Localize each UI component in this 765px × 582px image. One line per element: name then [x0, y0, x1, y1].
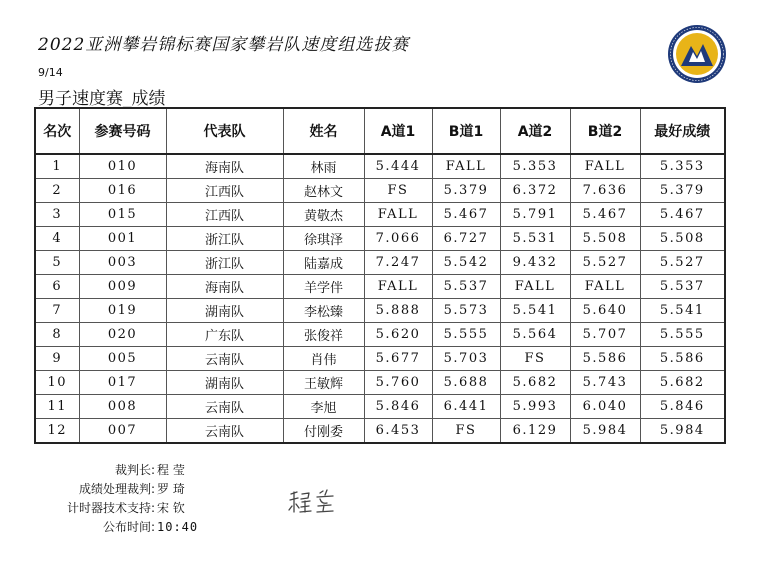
- table-cell: 001: [79, 227, 166, 251]
- table-cell: 海南队: [166, 154, 283, 179]
- column-header: A道2: [500, 108, 570, 154]
- table-cell: 5.984: [640, 419, 725, 444]
- table-cell: FALL: [570, 154, 640, 179]
- column-header: 姓名: [283, 108, 364, 154]
- table-cell: 019: [79, 299, 166, 323]
- table-cell: 5.984: [570, 419, 640, 444]
- table-cell: 11: [35, 395, 79, 419]
- table-cell: 017: [79, 371, 166, 395]
- table-cell: 5.620: [364, 323, 432, 347]
- table-cell: 6.441: [432, 395, 500, 419]
- table-cell: 5.555: [432, 323, 500, 347]
- column-header: 最好成绩: [640, 108, 725, 154]
- table-cell: 5.688: [432, 371, 500, 395]
- table-cell: 5.564: [500, 323, 570, 347]
- table-cell: 5.353: [500, 154, 570, 179]
- results-table: [34, 107, 726, 444]
- table-cell: 6.129: [500, 419, 570, 444]
- table-cell: 江西队: [166, 179, 283, 203]
- column-header: A道1: [364, 108, 432, 154]
- table-cell: 5.640: [570, 299, 640, 323]
- climbing-federation-logo-icon: [667, 24, 727, 84]
- table-cell: 5.743: [570, 371, 640, 395]
- timer-support-label: 计时器技术支持:: [66, 501, 155, 515]
- table-row: [35, 347, 725, 371]
- table-cell: 张俊祥: [283, 323, 364, 347]
- table-row: [35, 227, 725, 251]
- table-cell: 005: [79, 347, 166, 371]
- column-header: B道1: [432, 108, 500, 154]
- table-cell: 020: [79, 323, 166, 347]
- table-row: [35, 251, 725, 275]
- table-row: [35, 371, 725, 395]
- table-body: [35, 154, 725, 443]
- footer-labels: [0, 461, 155, 537]
- date-label: 9/14: [38, 66, 63, 79]
- table-cell: 湖南队: [166, 299, 283, 323]
- column-header: 名次: [35, 108, 79, 154]
- table-cell: 5.846: [364, 395, 432, 419]
- table-cell: 5.537: [432, 275, 500, 299]
- table-cell: FALL: [500, 275, 570, 299]
- table-cell: 5.541: [640, 299, 725, 323]
- table-cell: FALL: [570, 275, 640, 299]
- table-cell: 5.707: [570, 323, 640, 347]
- table-cell: 江西队: [166, 203, 283, 227]
- table-cell: 008: [79, 395, 166, 419]
- publish-time-value: 10:40: [157, 520, 199, 534]
- table-cell: 5.379: [640, 179, 725, 203]
- table-row: [35, 275, 725, 299]
- table-cell: FS: [364, 179, 432, 203]
- table-cell: 010: [79, 154, 166, 179]
- table-cell: 李旭: [283, 395, 364, 419]
- table-cell: FS: [500, 347, 570, 371]
- table-cell: 5.993: [500, 395, 570, 419]
- table-cell: 5.682: [640, 371, 725, 395]
- table-cell: FALL: [364, 275, 432, 299]
- table-cell: 云南队: [166, 395, 283, 419]
- table-cell: 8: [35, 323, 79, 347]
- table-cell: 云南队: [166, 347, 283, 371]
- table-cell: 王敏辉: [283, 371, 364, 395]
- table-cell: 12: [35, 419, 79, 444]
- table-cell: 1: [35, 154, 79, 179]
- table-cell: 5.573: [432, 299, 500, 323]
- column-header: 代表队: [166, 108, 283, 154]
- chief-judge-label: 裁判长:: [114, 463, 155, 477]
- table-row: [35, 203, 725, 227]
- table-cell: 5.791: [500, 203, 570, 227]
- results-judge-value: 罗 琦: [157, 482, 185, 496]
- table-cell: 陆嘉成: [283, 251, 364, 275]
- table-row: [35, 299, 725, 323]
- table-cell: 5.508: [570, 227, 640, 251]
- table-cell: 5.682: [500, 371, 570, 395]
- table-cell: 5.703: [432, 347, 500, 371]
- table-cell: 广东队: [166, 323, 283, 347]
- chief-judge-value: 程 莹: [157, 463, 185, 477]
- table-cell: 林雨: [283, 154, 364, 179]
- table-cell: 5.677: [364, 347, 432, 371]
- table-cell: 5.760: [364, 371, 432, 395]
- column-header: B道2: [570, 108, 640, 154]
- table-cell: FS: [432, 419, 500, 444]
- table-cell: 003: [79, 251, 166, 275]
- table-cell: 9.432: [500, 251, 570, 275]
- table-cell: 5: [35, 251, 79, 275]
- table-cell: 5.527: [640, 251, 725, 275]
- table-cell: 6.372: [500, 179, 570, 203]
- table-cell: 5.541: [500, 299, 570, 323]
- table-cell: 羊学伴: [283, 275, 364, 299]
- footer-values: [157, 461, 198, 537]
- table-cell: 4: [35, 227, 79, 251]
- table-row: [35, 419, 725, 444]
- table-cell: 015: [79, 203, 166, 227]
- table-cell: 云南队: [166, 419, 283, 444]
- table-cell: 浙江队: [166, 227, 283, 251]
- table-row: [35, 395, 725, 419]
- table-cell: 5.467: [432, 203, 500, 227]
- table-cell: 海南队: [166, 275, 283, 299]
- table-cell: 5.542: [432, 251, 500, 275]
- table-header-row: [35, 108, 725, 154]
- table-cell: 7.636: [570, 179, 640, 203]
- table-cell: 2: [35, 179, 79, 203]
- table-cell: 肖伟: [283, 347, 364, 371]
- table-cell: 7.247: [364, 251, 432, 275]
- table-cell: 5.508: [640, 227, 725, 251]
- table-cell: 徐琪泽: [283, 227, 364, 251]
- page-title: 2022亚洲攀岩锦标赛国家攀岩队速度组选拔赛: [38, 35, 410, 55]
- table-cell: FALL: [364, 203, 432, 227]
- table-cell: 5.846: [640, 395, 725, 419]
- table-cell: 6.727: [432, 227, 500, 251]
- table-cell: 6: [35, 275, 79, 299]
- table-row: [35, 154, 725, 179]
- table-cell: 6.040: [570, 395, 640, 419]
- results-judge-label: 成绩处理裁判:: [78, 482, 155, 496]
- table-cell: 5.444: [364, 154, 432, 179]
- table-cell: 5.537: [640, 275, 725, 299]
- table-cell: 009: [79, 275, 166, 299]
- table-cell: 007: [79, 419, 166, 444]
- table-cell: 9: [35, 347, 79, 371]
- table-cell: 5.586: [570, 347, 640, 371]
- table-cell: 浙江队: [166, 251, 283, 275]
- table-cell: 5.353: [640, 154, 725, 179]
- table-cell: 016: [79, 179, 166, 203]
- column-header: 参赛号码: [79, 108, 166, 154]
- table-cell: 付刚委: [283, 419, 364, 444]
- table-cell: 6.453: [364, 419, 432, 444]
- table-cell: 7.066: [364, 227, 432, 251]
- table-cell: 5.467: [640, 203, 725, 227]
- table-row: [35, 179, 725, 203]
- table-cell: 黄敬杰: [283, 203, 364, 227]
- table-cell: 5.527: [570, 251, 640, 275]
- table-cell: 5.888: [364, 299, 432, 323]
- results-subtitle: 男子速度赛_成绩: [38, 89, 166, 109]
- table-cell: 10: [35, 371, 79, 395]
- handwritten-signature: [287, 486, 347, 518]
- table-cell: 5.555: [640, 323, 725, 347]
- table-cell: 5.586: [640, 347, 725, 371]
- table-row: [35, 323, 725, 347]
- table-cell: 7: [35, 299, 79, 323]
- table-cell: FALL: [432, 154, 500, 179]
- table-cell: 5.379: [432, 179, 500, 203]
- table-cell: 3: [35, 203, 79, 227]
- table-cell: 李松臻: [283, 299, 364, 323]
- publish-time-label: 公布时间:: [102, 520, 155, 534]
- table-cell: 湖南队: [166, 371, 283, 395]
- table-cell: 赵林文: [283, 179, 364, 203]
- table-cell: 5.467: [570, 203, 640, 227]
- timer-support-value: 宋 钦: [157, 501, 185, 515]
- table-cell: 5.531: [500, 227, 570, 251]
